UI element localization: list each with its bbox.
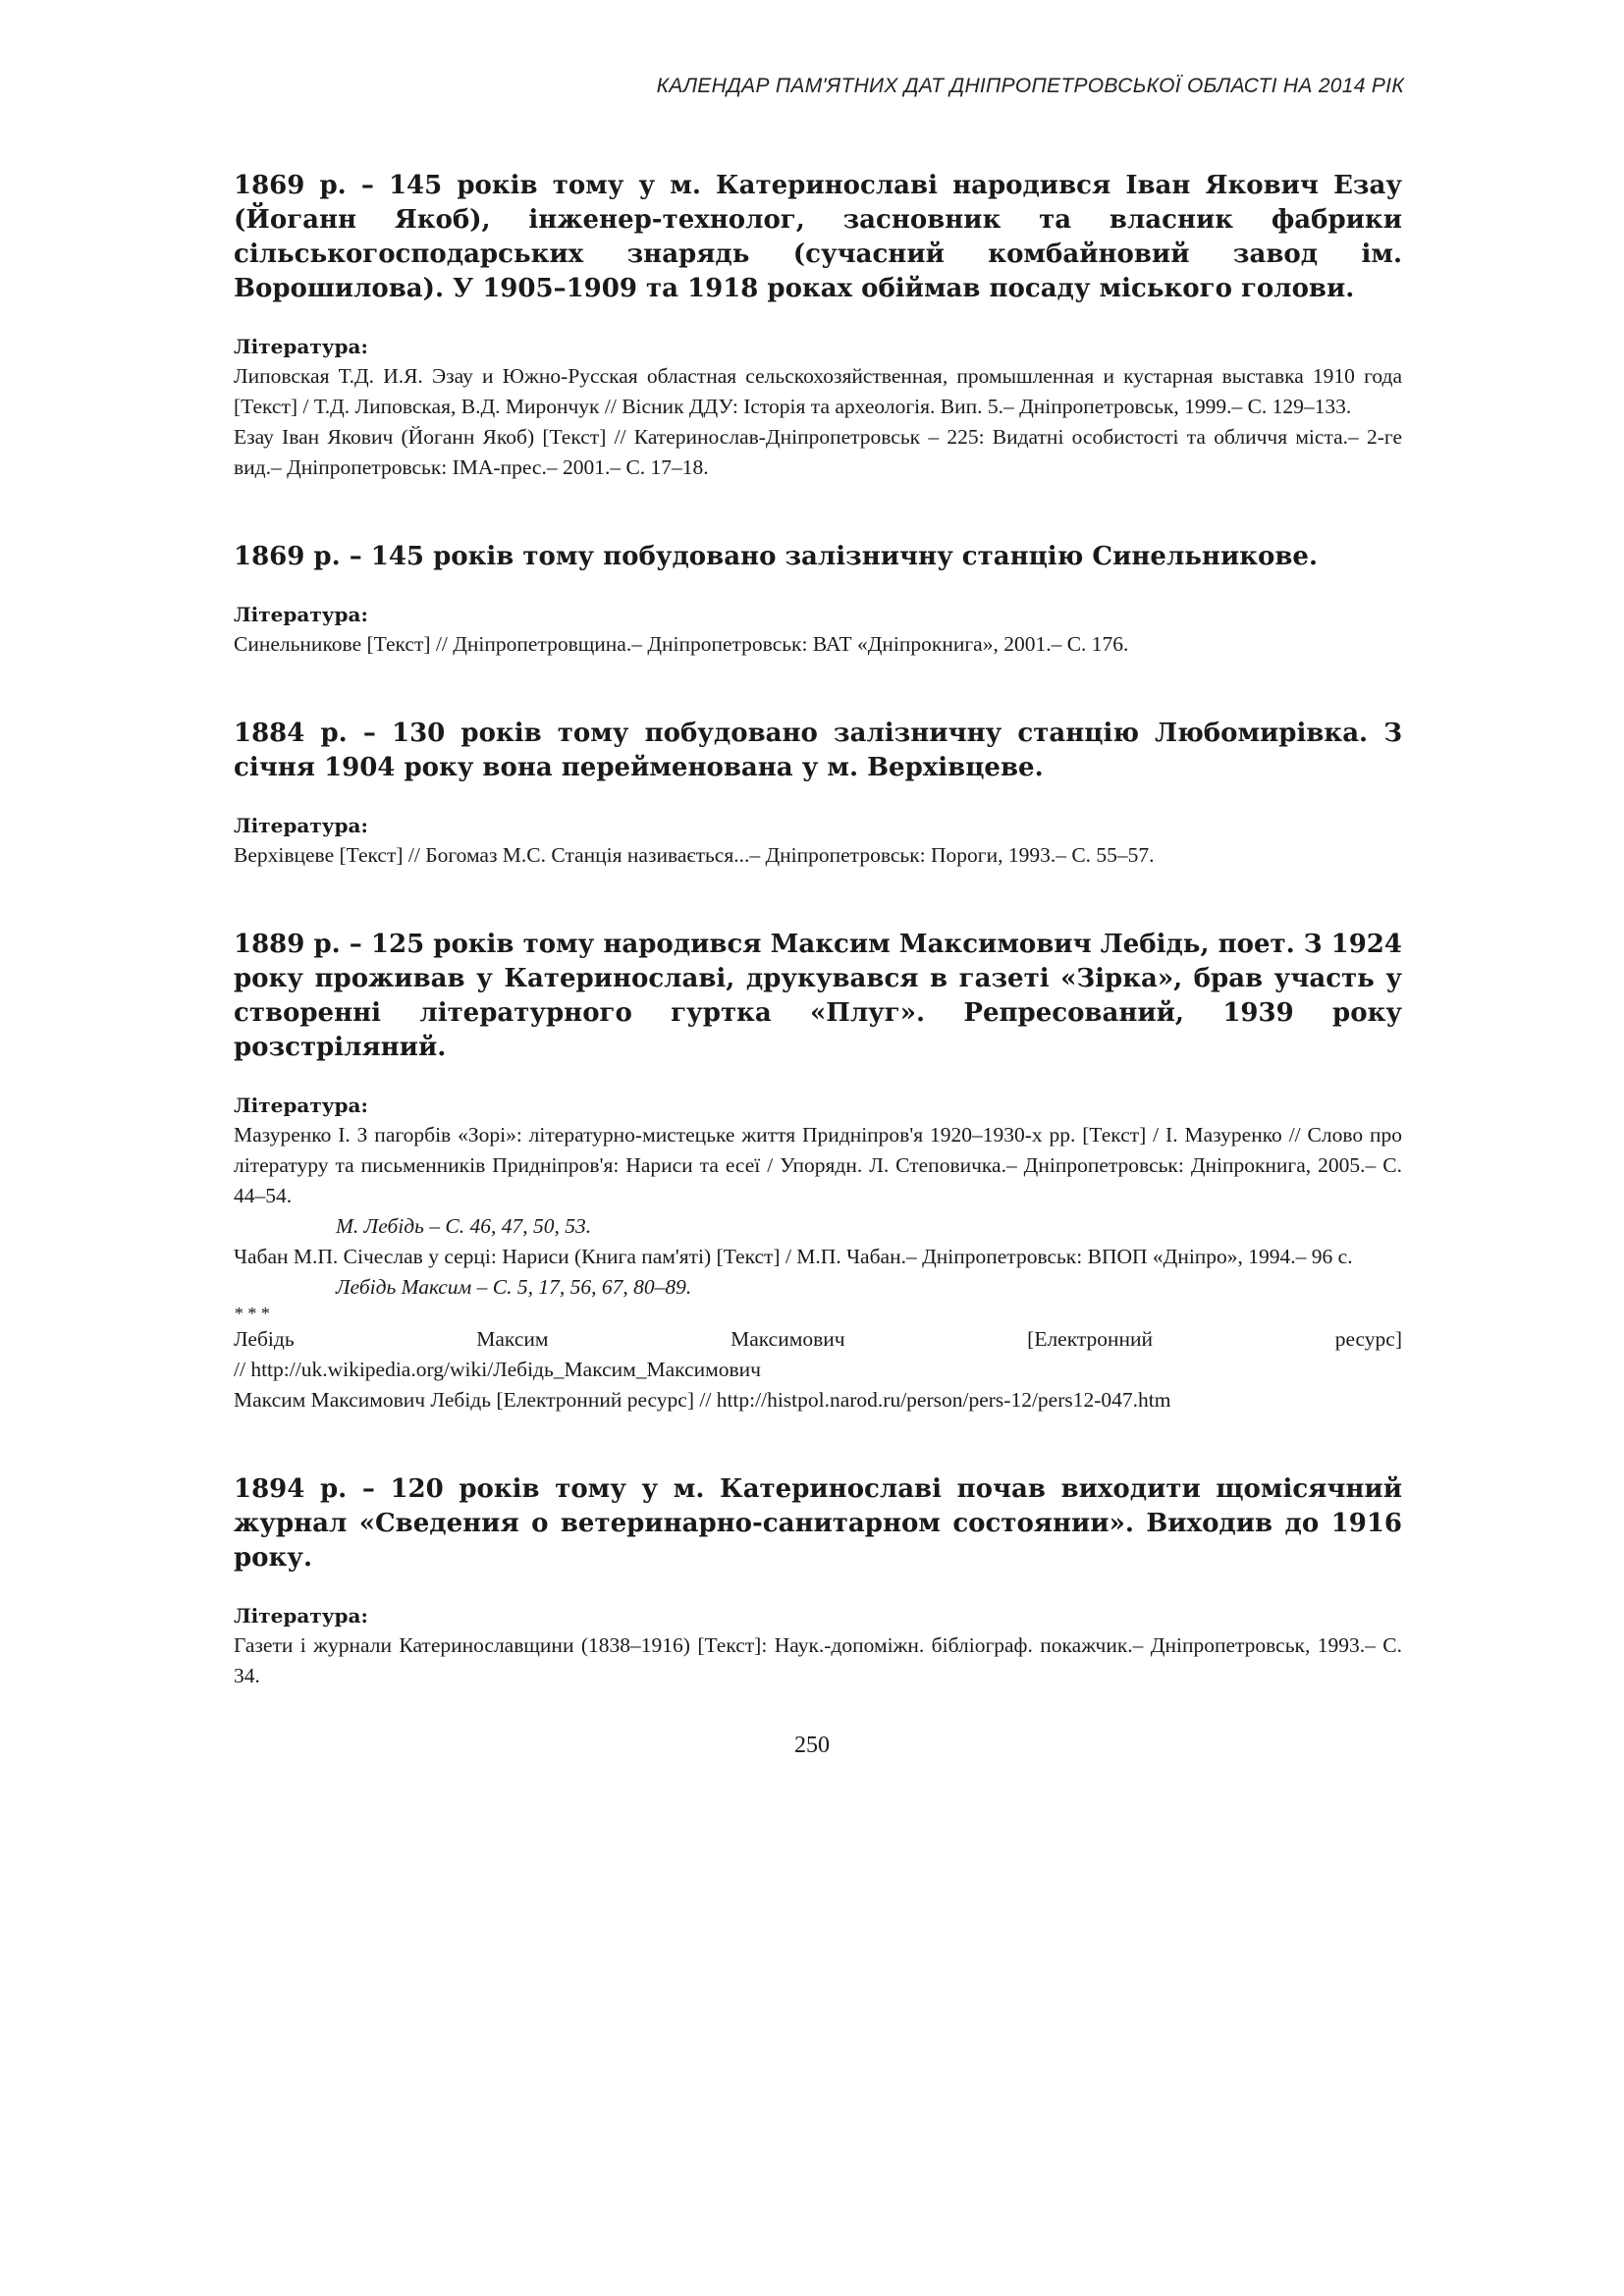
literature-label: Література: (234, 1094, 368, 1117)
literature-reference: Чабан М.П. Січеслав у серці: Нариси (Книга пам'яті) [Текст] / М.П. Чабан.– Дніпропетровськ: ВПОП «Дніпро», 1994.– 96 с. (234, 1245, 1353, 1268)
literature-label: Література: (234, 335, 368, 358)
calendar-entry-1889-lebid (234, 928, 1402, 1415)
calendar-entry-1894-journal (234, 1472, 1402, 1691)
literature-reference: Синельникове [Текст] // Дніпропетровщина.– Дніпропетровськ: ВАТ «Дніпрокнига», 2001.– С. 176. (234, 632, 1129, 656)
reference-page-note: Лебідь Максим – С. 5, 17, 56, 67, 80–89. (336, 1275, 692, 1299)
page-number: 250 (794, 1733, 830, 1758)
literature-reference: Мазуренко І. З пагорбів «Зорі»: літературно-мистецьке життя Придніпров'я 1920–1930-х рр. [Текст] / І. Мазуренко // Слово про літературу та письменників Придніпров'я: Нариси та есеї / Упорядн. Л. Степовичка.– Дніпропетровськ: Дніпрокнига, 2005.– С. 44–54. (234, 1123, 1402, 1207)
entry-title: 1869 р. – 145 років тому у м. Катеринославі народився Іван Якович Езау (Йоганн Якоб), інженер-технолог, засновник та власник фабрики сільськогосподарських знарядь (сучасний комбайновий завод ім. Ворошилова). У 1905–1909 та 1918 роках обіймав посаду міського голови. (234, 171, 1402, 303)
literature-label: Література: (234, 1604, 368, 1628)
entry-title: 1884 р. – 130 років тому побудовано залізничну станцію Любомирівка. З січня 1904 року вона перейменована у м. Верхівцеве. (234, 719, 1402, 782)
literature-label: Література: (234, 603, 368, 626)
literature-reference: Езау Іван Якович (Йоганн Якоб) [Текст] // Катеринослав-Дніпропетровськ – 225: Видатні особистості та обличчя міста.– 2-ге вид.– Дніпропетровськ: ІМА-прес.– 2001.– С. 17–18. (234, 425, 1402, 479)
literature-reference: Липовская Т.Д. И.Я. Эзау и Южно-Русская областная сельскохозяйственная, промышленная и кустарная выставка 1910 года [Текст] / Т.Д. Липовская, В.Д. Мирончук // Вісник ДДУ: Історія та археологія. Вип. 5.– Дніпропетровськ, 1999.– С. 129–133. (234, 364, 1402, 418)
web-reference-line (234, 1324, 1402, 1355)
literature-reference: Газети і журнали Катеринославщини (1838–1916) [Текст]: Наук.-допоміжн. бібліограф. покажчик.– Дніпропетровськ, 1993.– С. 34. (234, 1633, 1402, 1687)
web-reference-word: ресурс] (1334, 1327, 1402, 1351)
web-reference-url: // http://uk.wikipedia.org/wiki/Лебідь_Максим_Максимович (234, 1358, 761, 1381)
calendar-entry-1869-synelnykove (234, 540, 1402, 660)
web-reference-word: [Електронний (1027, 1327, 1154, 1351)
running-header: КАЛЕНДАР ПАМ'ЯТНИХ ДАТ ДНІПРОПЕТРОВСЬКОЇ ОБЛАСТІ НА 2014 РІК (656, 75, 1404, 97)
calendar-entry-1884-lyubomyrivka (234, 717, 1402, 871)
calendar-entry-1869-ezau (234, 169, 1402, 483)
entry-title: 1869 р. – 145 років тому побудовано залізничну станцію Синельникове. (234, 542, 1319, 571)
literature-reference: Верхівцеве [Текст] // Богомаз М.С. Станція називається...– Дніпропетровськ: Пороги, 1993.– С. 55–57. (234, 843, 1155, 867)
web-reference-word: Лебідь (234, 1327, 295, 1351)
web-reference-word: Максим (476, 1327, 549, 1351)
literature-label: Література: (234, 814, 368, 837)
entry-title: 1889 р. – 125 років тому народився Максим Максимович Лебідь, поет. З 1924 року проживав у Катеринославі, друкувався в газеті «Зірка», брав участь у створенні літературного гуртка «Плуг». Репресований, 1939 року розстріляний. (234, 930, 1402, 1062)
section-separator: * * * (234, 1304, 269, 1323)
reference-page-note: М. Лебідь – С. 46, 47, 50, 53. (336, 1214, 592, 1238)
entry-title: 1894 р. – 120 років тому у м. Катеринославі почав виходити щомісячний журнал «Сведения о ветеринарно-санитарном состоянии». Виходив до 1916 року. (234, 1474, 1402, 1573)
web-reference: Максим Максимович Лебідь [Електронний ресурс] // http://histpol.narod.ru/person/pers-12/pers12-047.htm (234, 1388, 1171, 1412)
web-reference-word: Максимович (731, 1327, 845, 1351)
page-content (234, 169, 1402, 1691)
